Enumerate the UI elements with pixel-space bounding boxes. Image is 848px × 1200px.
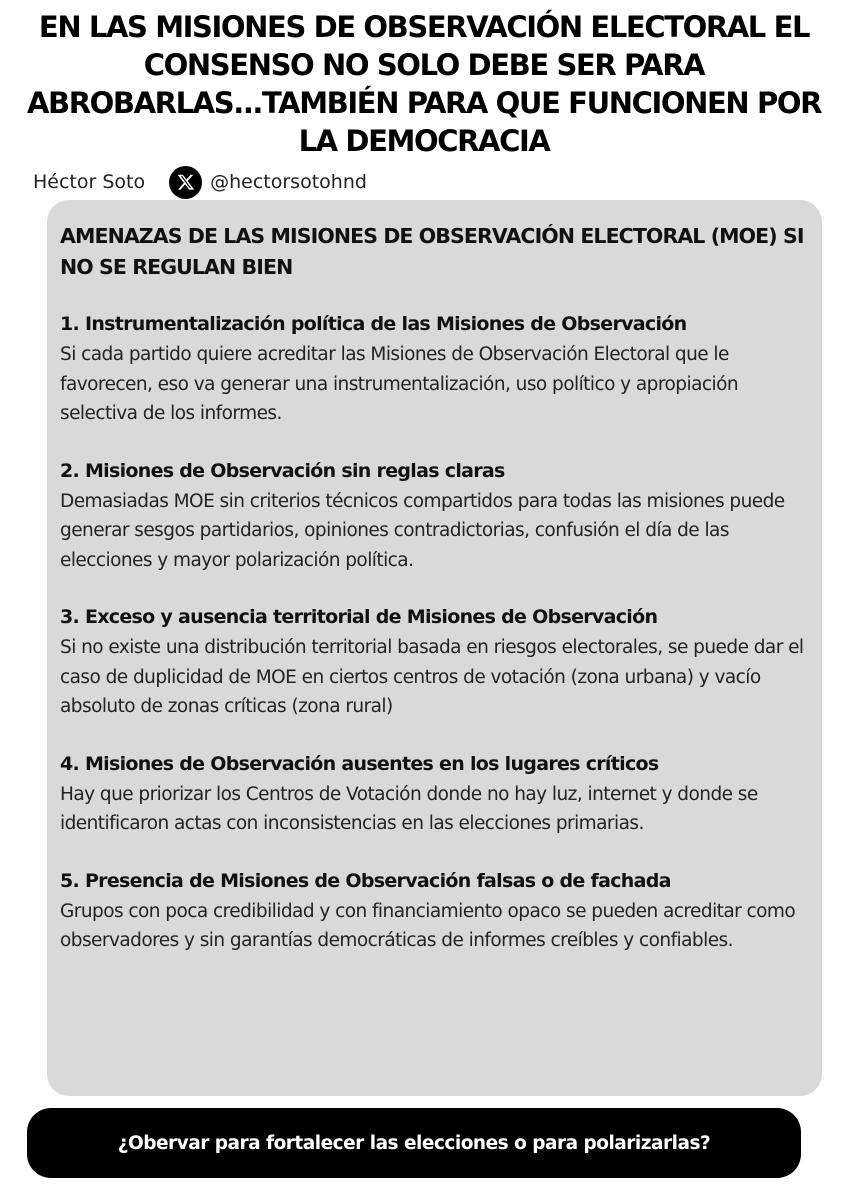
threat-item-body: Hay que priorizar los Centros de Votación donde no hay luz, internet y donde se identificaron actas con inconsistencias en las elecciones primarias. [60, 783, 758, 834]
threat-item-2 [60, 456, 808, 576]
threat-item-1 [60, 309, 808, 429]
threat-item-title: 1. Instrumentalización política de las Misiones de Observación [60, 313, 687, 335]
banner-text: ¿Obervar para fortalecer las elecciones o para polarizarlas? [117, 1132, 711, 1154]
author-handle: @hectorsotohnd [210, 171, 367, 193]
card-title: AMENAZAS DE LAS MISIONES DE OBSERVACIÓN ELECTORAL (MOE) SI NO SE REGULAN BIEN [60, 224, 804, 279]
threat-item-body: Si no existe una distribución territorial basada en riesgos electorales, se puede dar el caso de duplicidad de MOE en ciertos centros de votación (zona urbana) y vacío absoluto de zonas críticas (zona rural) [60, 637, 804, 717]
author-name: Héctor Soto [33, 171, 146, 193]
threat-item-body: Si cada partido quiere acreditar las Misiones de Observación Electoral que le favorecen, eso va generar una instrumentalización, uso político y apropiación selectiva de los informes. [60, 344, 739, 424]
threat-item-title: 3. Exceso y ausencia territorial de Misiones de Observación [60, 606, 658, 628]
threat-item-4 [60, 749, 808, 839]
bottom-question-banner [27, 1108, 801, 1178]
headline: EN LAS MISIONES DE OBSERVACIÓN ELECTORAL EL CONSENSO NO SOLO DEBE SER PARA ABROBARLAS...TAMBIÉN PARA QUE FUNCIONEN POR LA DEMOCRACIA [26, 10, 822, 158]
threat-item-3 [60, 602, 808, 722]
threat-item-title: 4. Misiones de Observación ausentes en los lugares críticos [60, 752, 659, 775]
threats-card [47, 200, 822, 1096]
byline [33, 164, 367, 200]
x-logo-glyph [177, 173, 195, 191]
threat-item-title: 5. Presencia de Misiones de Observación falsas o de fachada [60, 869, 671, 892]
threat-item-title: 2. Misiones de Observación sin reglas claras [60, 459, 505, 482]
threat-item-body: Demasiadas MOE sin criterios técnicos compartidos para todas las misiones puede generar sesgos partidarios, opiniones contradictorias, confusión el día de las elecciones y mayor polarización política. [60, 490, 785, 571]
x-logo-icon [169, 166, 202, 199]
threat-list [60, 309, 808, 956]
threat-item-body: Grupos con poca credibilidad y con financiamiento opaco se pueden acreditar como observadores y sin garantías democráticas de informes creíbles y confiables. [60, 900, 796, 951]
threat-item-5 [60, 866, 808, 956]
